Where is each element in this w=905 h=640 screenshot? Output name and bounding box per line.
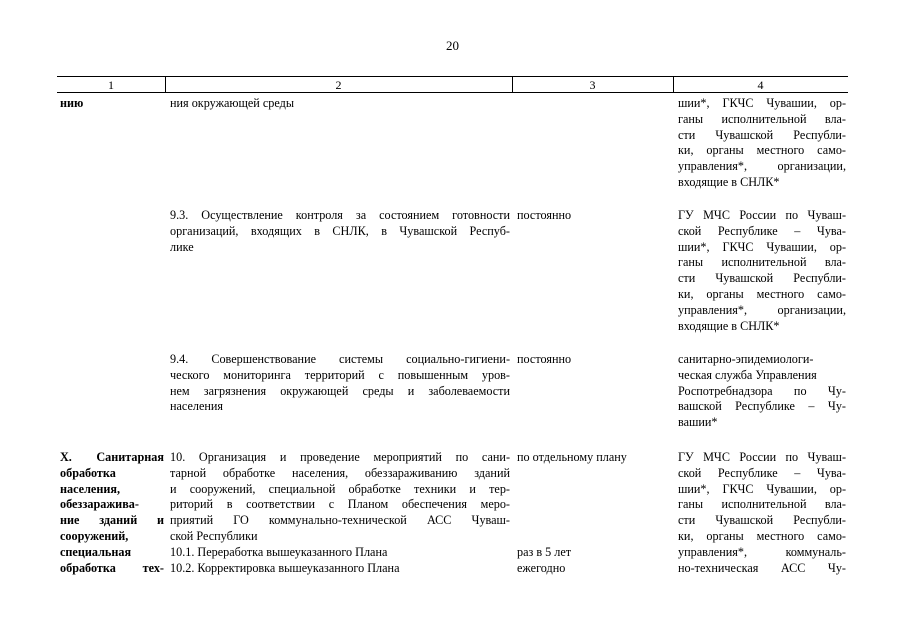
table-header-bottom-border bbox=[57, 92, 848, 93]
header-cell-2: 2 bbox=[335, 78, 342, 92]
row-3-col2: 10. Организация и проведение мероприятий по сани- тарной обработке населения, обеззараживанию зданий и сооружений, специальной обработке техники и тер- риторий в соответствии с Планом обеспечения меро- приятий ГО коммунально-технической АСС Чуваш- ской Республики 10.1. Переработка вышеуказанного Плана 10.2. Корректировка вышеуказанного Плана bbox=[170, 450, 510, 575]
row-0-col2: ния окружающей среды bbox=[170, 96, 295, 110]
row-0-col1: нию bbox=[60, 96, 84, 110]
row-2-col4: санитарно-эпидемиологи- ческая служба Управления Роспотребнадзора по Чу- вашской Республике – Чу- вашии* bbox=[678, 352, 846, 430]
header-cell-4: 4 bbox=[757, 78, 764, 92]
row-0-col4: шии*, ГКЧС Чувашии, ор- ганы исполнительной вла- сти Чувашской Республи- ки, органы местного само- управления*, организации, входящие в СНЛК* bbox=[678, 96, 846, 189]
row-1-col4: ГУ МЧС России по Чуваш- ской Республике – Чува- шии*, ГКЧС Чувашии, ор- ганы исполнительной вла- сти Чувашской Республи- ки, органы местного само- управления*, организации, входящие в СНЛК* bbox=[678, 208, 846, 333]
row-3-col3: по отдельному плану раз в 5 лет ежегодно bbox=[517, 450, 627, 575]
header-cell-1: 1 bbox=[108, 78, 114, 92]
header-cell-3: 3 bbox=[589, 78, 596, 92]
table-top-border bbox=[57, 76, 848, 77]
page-number: 20 bbox=[446, 38, 459, 53]
row-3-col1: X. Санитарная обработка населения, обеззаражива- ние зданий и сооружений, специальная обработка тех- bbox=[60, 450, 164, 575]
row-2-col2: 9.4. Совершенствование системы социально-гигиени- ческого мониторинга территорий с повышенным уров- нем загрязнения окружающей среды и заболеваемости населения bbox=[170, 352, 510, 414]
row-1-col3: постоянно bbox=[517, 208, 572, 222]
row-3-col4: ГУ МЧС России по Чуваш- ской Республике – Чува- шии*, ГКЧС Чувашии, ор- ганы исполнительной вла- сти Чувашской Республи- ки, органы местного само- управления*, коммуналь- но-техническая АСС Чу- bbox=[678, 450, 846, 575]
row-1-col2: 9.3. Осуществление контроля за состоянием готовности организаций, входящих в СНЛК, в Чувашской Респуб- лике bbox=[170, 208, 510, 254]
row-2-col3: постоянно bbox=[517, 352, 572, 366]
